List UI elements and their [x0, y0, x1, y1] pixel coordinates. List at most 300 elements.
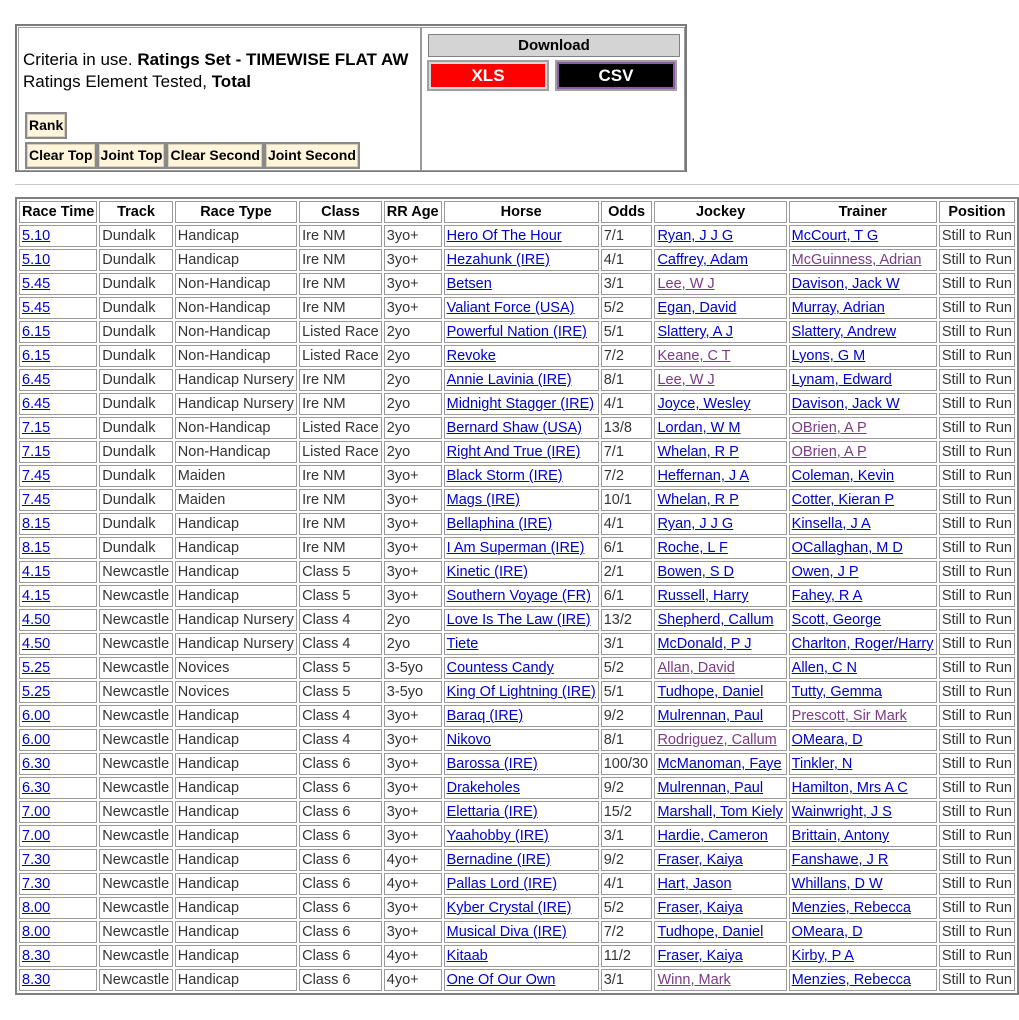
- race-type-cell: Non-Handicap: [175, 297, 297, 319]
- divider: [15, 184, 1019, 185]
- track-cell: Dundalk: [99, 249, 173, 271]
- time-cell: [19, 489, 97, 511]
- horse-link[interactable]: Baraq (IRE): [446, 708, 524, 724]
- horse-link[interactable]: Hezahunk (IRE): [446, 252, 550, 268]
- track-cell: Newcastle: [99, 849, 173, 871]
- horse-link[interactable]: Pallas Lord (IRE): [446, 876, 558, 892]
- class-cell: Ire NM: [299, 297, 382, 319]
- trainer-link[interactable]: McCourt, T G: [791, 228, 879, 244]
- horse-cell: [444, 321, 599, 343]
- horse-cell: [444, 489, 599, 511]
- odds-cell: 3/1: [601, 273, 653, 295]
- race-time-link[interactable]: 6.30: [22, 780, 51, 796]
- trainer-link[interactable]: Lynam, Edward: [791, 372, 892, 388]
- track-cell: Newcastle: [99, 609, 173, 631]
- horse-link[interactable]: Elettaria (IRE): [446, 804, 538, 820]
- jockey-cell: [654, 849, 786, 871]
- odds-cell: 100/30: [601, 753, 653, 775]
- age-cell: 3yo+: [384, 489, 442, 511]
- race-time-link[interactable]: 7.00: [22, 828, 51, 844]
- table-row: [19, 753, 1015, 775]
- position-cell: Still to Run: [939, 585, 1015, 607]
- time-cell: [19, 753, 97, 775]
- jockey-link[interactable]: Russell, Harry: [657, 588, 749, 604]
- horse-link[interactable]: Love Is The Law (IRE): [446, 612, 591, 628]
- class-cell: Ire NM: [299, 489, 382, 511]
- trainer-link[interactable]: OMeara, D: [791, 732, 863, 748]
- jockey-link[interactable]: Whelan, R P: [657, 492, 739, 508]
- trainer-link[interactable]: OBrien, A P: [791, 420, 867, 436]
- horse-cell: [444, 297, 599, 319]
- clear-top-button[interactable]: Clear Top: [25, 142, 97, 169]
- jockey-cell: [654, 225, 786, 247]
- trainer-cell: [789, 945, 937, 967]
- trainer-link[interactable]: Fanshawe, J R: [791, 852, 889, 868]
- race-time-link[interactable]: 8.30: [22, 948, 51, 964]
- horse-link[interactable]: Black Storm (IRE): [446, 468, 563, 484]
- horse-link[interactable]: I Am Superman (IRE): [446, 540, 585, 556]
- jockey-link[interactable]: Hart, Jason: [657, 876, 732, 892]
- horse-link[interactable]: Mags (IRE): [446, 492, 520, 508]
- time-cell: [19, 513, 97, 535]
- horse-link[interactable]: Kyber Crystal (IRE): [446, 900, 572, 916]
- position-cell: Still to Run: [939, 777, 1015, 799]
- jockey-link[interactable]: Marshall, Tom Kiely: [657, 804, 783, 820]
- race-time-link[interactable]: 4.15: [22, 588, 51, 604]
- class-cell: Class 4: [299, 633, 382, 655]
- position-cell: Still to Run: [939, 945, 1015, 967]
- jockey-link[interactable]: Fraser, Kaiya: [657, 948, 743, 964]
- trainer-cell: [789, 297, 937, 319]
- horse-link[interactable]: Revoke: [446, 348, 496, 364]
- race-time-link[interactable]: 5.45: [22, 300, 51, 316]
- jockey-link[interactable]: Lee, W J: [657, 276, 715, 292]
- class-cell: Class 4: [299, 705, 382, 727]
- table-row: [19, 513, 1015, 535]
- horse-link[interactable]: Southern Voyage (FR): [446, 588, 591, 604]
- table-row: [19, 465, 1015, 487]
- table-row: [19, 369, 1015, 391]
- age-cell: 2yo: [384, 609, 442, 631]
- horse-link[interactable]: Valiant Force (USA): [446, 300, 575, 316]
- column-header-class: Class: [299, 201, 382, 223]
- trainer-cell: [789, 585, 937, 607]
- race-time-link[interactable]: 6.45: [22, 372, 51, 388]
- table-row: [19, 705, 1015, 727]
- jockey-cell: [654, 969, 786, 991]
- age-cell: 3yo+: [384, 801, 442, 823]
- odds-cell: 7/1: [601, 441, 653, 463]
- table-row: [19, 537, 1015, 559]
- jockey-link[interactable]: Egan, David: [657, 300, 737, 316]
- jockey-link[interactable]: Joyce, Wesley: [657, 396, 751, 412]
- horse-link[interactable]: Nikovo: [446, 732, 491, 748]
- race-type-cell: Handicap Nursery: [175, 393, 297, 415]
- race-time-link[interactable]: 8.15: [22, 516, 51, 532]
- position-cell: Still to Run: [939, 753, 1015, 775]
- jockey-cell: [654, 297, 786, 319]
- results-table-wrap: [15, 197, 1019, 995]
- race-time-link[interactable]: 5.25: [22, 660, 51, 676]
- odds-cell: 5/1: [601, 321, 653, 343]
- position-cell: Still to Run: [939, 873, 1015, 895]
- track-cell: Newcastle: [99, 969, 173, 991]
- race-time-link[interactable]: 4.50: [22, 636, 51, 652]
- odds-cell: 10/1: [601, 489, 653, 511]
- race-time-link[interactable]: 5.10: [22, 252, 51, 268]
- odds-cell: 13/2: [601, 609, 653, 631]
- trainer-link[interactable]: OBrien, A P: [791, 444, 867, 460]
- trainer-link[interactable]: Cotter, Kieran P: [791, 492, 895, 508]
- race-type-cell: Handicap: [175, 777, 297, 799]
- age-cell: 2yo: [384, 393, 442, 415]
- trainer-link[interactable]: Allen, C N: [791, 660, 857, 676]
- race-time-link[interactable]: 8.30: [22, 972, 51, 988]
- table-row: [19, 681, 1015, 703]
- race-type-cell: Handicap: [175, 537, 297, 559]
- download-title: Download: [428, 34, 680, 57]
- class-cell: Ire NM: [299, 249, 382, 271]
- jockey-link[interactable]: Caffrey, Adam: [657, 252, 748, 268]
- jockey-link[interactable]: Allan, David: [657, 660, 735, 676]
- jockey-link[interactable]: Mulrennan, Paul: [657, 708, 764, 724]
- position-cell: Still to Run: [939, 729, 1015, 751]
- table-row: [19, 585, 1015, 607]
- race-time-link[interactable]: 6.30: [22, 756, 51, 772]
- race-type-cell: Maiden: [175, 489, 297, 511]
- trainer-link[interactable]: Prescott, Sir Mark: [791, 708, 907, 724]
- trainer-link[interactable]: Murray, Adrian: [791, 300, 885, 316]
- jockey-cell: [654, 753, 786, 775]
- position-cell: Still to Run: [939, 849, 1015, 871]
- horse-cell: [444, 417, 599, 439]
- horse-link[interactable]: Hero Of The Hour: [446, 228, 562, 244]
- race-time-link[interactable]: 8.15: [22, 540, 51, 556]
- track-cell: Dundalk: [99, 393, 173, 415]
- position-cell: Still to Run: [939, 297, 1015, 319]
- horse-cell: [444, 225, 599, 247]
- trainer-link[interactable]: Whillans, D W: [791, 876, 883, 892]
- race-time-link[interactable]: 7.45: [22, 492, 51, 508]
- table-row: [19, 633, 1015, 655]
- trainer-link[interactable]: Owen, J P: [791, 564, 859, 580]
- horse-cell: [444, 945, 599, 967]
- race-time-link[interactable]: 6.00: [22, 732, 51, 748]
- position-cell: Still to Run: [939, 705, 1015, 727]
- jockey-cell: [654, 897, 786, 919]
- horse-link[interactable]: Bernard Shaw (USA): [446, 420, 583, 436]
- position-cell: Still to Run: [939, 489, 1015, 511]
- race-type-cell: Handicap Nursery: [175, 633, 297, 655]
- track-cell: Dundalk: [99, 225, 173, 247]
- horse-cell: [444, 273, 599, 295]
- column-header-race-time: Race Time: [19, 201, 97, 223]
- class-cell: Class 6: [299, 945, 382, 967]
- trainer-link[interactable]: Menzies, Rebecca: [791, 900, 911, 916]
- horse-link[interactable]: King Of Lightning (IRE): [446, 684, 596, 700]
- race-type-cell: Handicap: [175, 849, 297, 871]
- position-cell: Still to Run: [939, 609, 1015, 631]
- horse-link[interactable]: Kinetic (IRE): [446, 564, 529, 580]
- position-cell: Still to Run: [939, 897, 1015, 919]
- jockey-link[interactable]: Tudhope, Daniel: [657, 924, 764, 940]
- time-cell: [19, 609, 97, 631]
- column-header-horse: Horse: [444, 201, 599, 223]
- race-time-link[interactable]: 7.30: [22, 852, 51, 868]
- jockey-link[interactable]: Hardie, Cameron: [657, 828, 768, 844]
- xls-download-button[interactable]: XLS: [427, 60, 549, 91]
- jockey-link[interactable]: Lordan, W M: [657, 420, 741, 436]
- horse-cell: [444, 849, 599, 871]
- class-cell: Class 6: [299, 969, 382, 991]
- age-cell: 2yo: [384, 321, 442, 343]
- horse-link[interactable]: Right And True (IRE): [446, 444, 581, 460]
- joint-second-button[interactable]: Joint Second: [264, 142, 360, 169]
- race-type-cell: Handicap: [175, 825, 297, 847]
- criteria-text: [23, 49, 408, 93]
- rank-button-wrap: [25, 112, 67, 139]
- horse-link[interactable]: Tiete: [446, 636, 479, 652]
- horse-cell: [444, 465, 599, 487]
- odds-cell: 4/1: [601, 393, 653, 415]
- column-header-rr-age: RR Age: [384, 201, 442, 223]
- horse-link[interactable]: Midnight Stagger (IRE): [446, 396, 595, 412]
- race-time-link[interactable]: 4.15: [22, 564, 51, 580]
- race-type-cell: Handicap: [175, 513, 297, 535]
- trainer-link[interactable]: Davison, Jack W: [791, 396, 900, 412]
- jockey-link[interactable]: Keane, C T: [657, 348, 731, 364]
- jockey-link[interactable]: Winn, Mark: [657, 972, 731, 988]
- race-time-link[interactable]: 8.00: [22, 924, 51, 940]
- trainer-cell: [789, 921, 937, 943]
- trainer-cell: [789, 777, 937, 799]
- trainer-link[interactable]: Wainwright, J S: [791, 804, 892, 820]
- race-time-link[interactable]: 5.45: [22, 276, 51, 292]
- jockey-cell: [654, 873, 786, 895]
- horse-link[interactable]: Kitaab: [446, 948, 488, 964]
- trainer-cell: [789, 513, 937, 535]
- time-cell: [19, 969, 97, 991]
- class-cell: Class 6: [299, 873, 382, 895]
- trainer-link[interactable]: McGuinness, Adrian: [791, 252, 922, 268]
- jockey-link[interactable]: Roche, L F: [657, 540, 728, 556]
- track-cell: Dundalk: [99, 489, 173, 511]
- trainer-link[interactable]: OMeara, D: [791, 924, 863, 940]
- trainer-link[interactable]: Tinkler, N: [791, 756, 853, 772]
- horse-cell: [444, 873, 599, 895]
- race-time-link[interactable]: 8.00: [22, 900, 51, 916]
- track-cell: Newcastle: [99, 705, 173, 727]
- age-cell: 3yo+: [384, 465, 442, 487]
- trainer-link[interactable]: Kinsella, J A: [791, 516, 871, 532]
- position-cell: Still to Run: [939, 345, 1015, 367]
- track-cell: Newcastle: [99, 945, 173, 967]
- clear-second-button[interactable]: Clear Second: [166, 142, 263, 169]
- horse-link[interactable]: Musical Diva (IRE): [446, 924, 567, 940]
- track-cell: Dundalk: [99, 417, 173, 439]
- race-time-link[interactable]: 6.00: [22, 708, 51, 724]
- rank-button[interactable]: Rank: [25, 112, 67, 139]
- joint-top-button[interactable]: Joint Top: [97, 142, 167, 169]
- jockey-link[interactable]: Mulrennan, Paul: [657, 780, 764, 796]
- jockey-link[interactable]: Bowen, S D: [657, 564, 735, 580]
- race-time-link[interactable]: 7.45: [22, 468, 51, 484]
- jockey-cell: [654, 945, 786, 967]
- jockey-link[interactable]: Heffernan, J A: [657, 468, 750, 484]
- trainer-cell: [789, 753, 937, 775]
- jockey-link[interactable]: Slattery, A J: [657, 324, 733, 340]
- horse-cell: [444, 369, 599, 391]
- age-cell: 3yo+: [384, 249, 442, 271]
- table-row: [19, 777, 1015, 799]
- jockey-cell: [654, 825, 786, 847]
- race-time-link[interactable]: 7.15: [22, 420, 51, 436]
- race-type-cell: Handicap: [175, 729, 297, 751]
- class-cell: Class 6: [299, 825, 382, 847]
- jockey-cell: [654, 921, 786, 943]
- race-time-link[interactable]: 7.30: [22, 876, 51, 892]
- horse-cell: [444, 537, 599, 559]
- element-prefix: Ratings Element Tested,: [23, 72, 212, 91]
- time-cell: [19, 225, 97, 247]
- jockey-cell: [654, 441, 786, 463]
- jockey-link[interactable]: Lee, W J: [657, 372, 715, 388]
- jockey-cell: [654, 513, 786, 535]
- jockey-link[interactable]: Whelan, R P: [657, 444, 739, 460]
- trainer-link[interactable]: Fahey, R A: [791, 588, 863, 604]
- odds-cell: 4/1: [601, 513, 653, 535]
- jockey-cell: [654, 801, 786, 823]
- race-time-link[interactable]: 7.00: [22, 804, 51, 820]
- time-cell: [19, 897, 97, 919]
- horse-link[interactable]: Betsen: [446, 276, 492, 292]
- position-cell: Still to Run: [939, 441, 1015, 463]
- trainer-cell: [789, 729, 937, 751]
- jockey-link[interactable]: Fraser, Kaiya: [657, 900, 743, 916]
- horse-link[interactable]: Yaahobby (IRE): [446, 828, 549, 844]
- jockey-link[interactable]: Rodriguez, Callum: [657, 732, 777, 748]
- class-cell: Ire NM: [299, 225, 382, 247]
- trainer-cell: [789, 369, 937, 391]
- table-row: [19, 225, 1015, 247]
- jockey-link[interactable]: Ryan, J J G: [657, 516, 734, 532]
- trainer-link[interactable]: Kirby, P A: [791, 948, 854, 964]
- time-cell: [19, 465, 97, 487]
- ratings-set: Ratings Set - TIMEWISE FLAT AW: [137, 50, 409, 69]
- trainer-link[interactable]: Slattery, Andrew: [791, 324, 897, 340]
- trainer-link[interactable]: Coleman, Kevin: [791, 468, 895, 484]
- trainer-link[interactable]: OCallaghan, M D: [791, 540, 903, 556]
- track-cell: Newcastle: [99, 825, 173, 847]
- odds-cell: 5/1: [601, 681, 653, 703]
- class-cell: Ire NM: [299, 273, 382, 295]
- race-time-link[interactable]: 5.10: [22, 228, 51, 244]
- jockey-link[interactable]: McManoman, Faye: [657, 756, 782, 772]
- horse-link[interactable]: Drakeholes: [446, 780, 520, 796]
- track-cell: Newcastle: [99, 753, 173, 775]
- trainer-cell: [789, 465, 937, 487]
- horse-link[interactable]: Annie Lavinia (IRE): [446, 372, 572, 388]
- trainer-link[interactable]: Brittain, Antony: [791, 828, 890, 844]
- track-cell: Dundalk: [99, 537, 173, 559]
- race-time-link[interactable]: 6.45: [22, 396, 51, 412]
- csv-download-button[interactable]: CSV: [555, 60, 677, 91]
- horse-link[interactable]: Powerful Nation (IRE): [446, 324, 587, 340]
- trainer-link[interactable]: Charlton, Roger/Harry: [791, 636, 934, 652]
- trainer-link[interactable]: Hamilton, Mrs A C: [791, 780, 908, 796]
- jockey-cell: [654, 681, 786, 703]
- trainer-cell: [789, 705, 937, 727]
- trainer-link[interactable]: Lyons, G M: [791, 348, 866, 364]
- time-cell: [19, 345, 97, 367]
- jockey-link[interactable]: Shepherd, Callum: [657, 612, 774, 628]
- trainer-link[interactable]: Davison, Jack W: [791, 276, 900, 292]
- horse-cell: [444, 345, 599, 367]
- horse-link[interactable]: Countess Candy: [446, 660, 554, 676]
- odds-cell: 5/2: [601, 657, 653, 679]
- track-cell: Newcastle: [99, 729, 173, 751]
- age-cell: 3yo+: [384, 225, 442, 247]
- race-time-link[interactable]: 6.15: [22, 348, 51, 364]
- class-cell: Class 6: [299, 849, 382, 871]
- trainer-cell: [789, 873, 937, 895]
- table-row: [19, 441, 1015, 463]
- race-time-link[interactable]: 5.25: [22, 684, 51, 700]
- table-row: [19, 321, 1015, 343]
- results-table: [15, 197, 1019, 995]
- age-cell: 4yo+: [384, 849, 442, 871]
- track-cell: Newcastle: [99, 585, 173, 607]
- trainer-cell: [789, 537, 937, 559]
- class-cell: Class 5: [299, 681, 382, 703]
- age-cell: 3yo+: [384, 897, 442, 919]
- horse-link[interactable]: Bernadine (IRE): [446, 852, 551, 868]
- time-cell: [19, 249, 97, 271]
- race-time-link[interactable]: 7.15: [22, 444, 51, 460]
- trainer-link[interactable]: Menzies, Rebecca: [791, 972, 911, 988]
- table-row: [19, 969, 1015, 991]
- horse-link[interactable]: Barossa (IRE): [446, 756, 538, 772]
- horse-cell: [444, 705, 599, 727]
- track-cell: Newcastle: [99, 801, 173, 823]
- trainer-cell: [789, 657, 937, 679]
- track-cell: Dundalk: [99, 441, 173, 463]
- race-type-cell: Handicap Nursery: [175, 609, 297, 631]
- horse-cell: [444, 921, 599, 943]
- jockey-link[interactable]: Tudhope, Daniel: [657, 684, 764, 700]
- table-row: [19, 297, 1015, 319]
- position-cell: Still to Run: [939, 249, 1015, 271]
- jockey-link[interactable]: McDonald, P J: [657, 636, 752, 652]
- time-cell: [19, 657, 97, 679]
- odds-cell: 15/2: [601, 801, 653, 823]
- race-time-link[interactable]: 6.15: [22, 324, 51, 340]
- age-cell: 3-5yo: [384, 657, 442, 679]
- jockey-link[interactable]: Fraser, Kaiya: [657, 852, 743, 868]
- age-cell: 3yo+: [384, 513, 442, 535]
- age-cell: 2yo: [384, 417, 442, 439]
- race-time-link[interactable]: 4.50: [22, 612, 51, 628]
- jockey-link[interactable]: Ryan, J J G: [657, 228, 734, 244]
- track-cell: Newcastle: [99, 873, 173, 895]
- trainer-link[interactable]: Scott, George: [791, 612, 882, 628]
- horse-link[interactable]: Bellaphina (IRE): [446, 516, 553, 532]
- horse-link[interactable]: One Of Our Own: [446, 972, 556, 988]
- age-cell: 3yo+: [384, 825, 442, 847]
- track-cell: Dundalk: [99, 345, 173, 367]
- trainer-link[interactable]: Tutty, Gemma: [791, 684, 882, 700]
- odds-cell: 8/1: [601, 729, 653, 751]
